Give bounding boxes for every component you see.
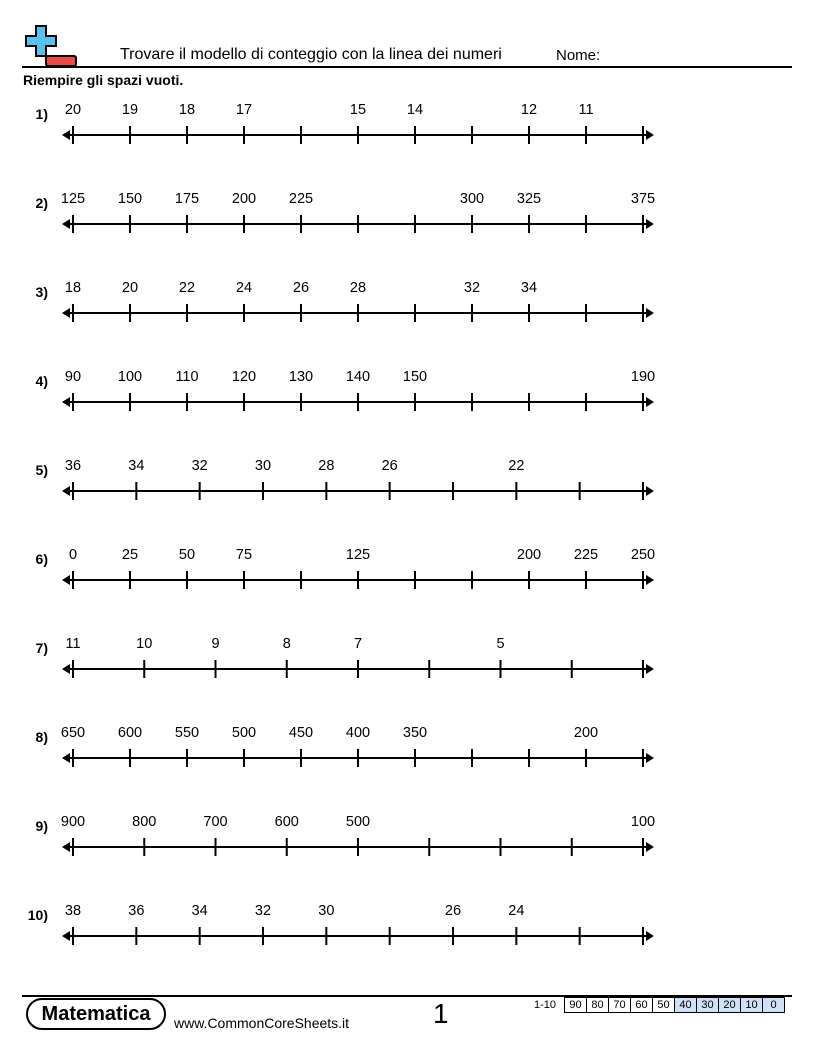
tick-label: 125 — [60, 191, 86, 207]
left-arrow-icon — [62, 575, 70, 585]
right-arrow-icon — [646, 575, 654, 585]
answer-key-cell: 30 — [697, 998, 719, 1013]
tick-label: 14 — [406, 102, 424, 118]
number-line — [0, 903, 816, 963]
problem-3 — [0, 280, 816, 340]
name-label: Nome: — [556, 47, 601, 64]
tick-label: 130 — [288, 369, 314, 385]
right-arrow-icon — [646, 664, 654, 674]
tick-label: 7 — [353, 636, 363, 652]
tick-label: 500 — [345, 814, 371, 830]
left-arrow-icon — [62, 931, 70, 941]
answer-key-cell: 0 — [763, 998, 785, 1013]
tick-label: 50 — [178, 547, 196, 563]
tick-label: 25 — [121, 547, 139, 563]
tick-label: 140 — [345, 369, 371, 385]
problem-2 — [0, 191, 816, 251]
tick-label: 24 — [508, 903, 525, 919]
instructions: Riempire gli spazi vuoti. — [23, 72, 184, 88]
number-line — [0, 547, 816, 607]
tick-label: 350 — [402, 725, 428, 741]
problem-5 — [0, 458, 816, 518]
problem-number: 1) — [35, 106, 48, 122]
tick-label: 175 — [174, 191, 200, 207]
answer-key-cell: 60 — [631, 998, 653, 1013]
tick-label: 26 — [292, 280, 310, 296]
page-number: 1 — [433, 998, 449, 1029]
tick-label: 32 — [254, 903, 272, 919]
problem-7 — [0, 636, 816, 696]
answer-key-cell: 40 — [675, 998, 697, 1013]
number-line — [0, 369, 816, 429]
tick-label: 36 — [128, 903, 145, 919]
problem-4 — [0, 369, 816, 429]
tick-label: 200 — [573, 725, 599, 741]
tick-label: 22 — [178, 280, 196, 296]
problem-number: 9) — [35, 818, 48, 834]
tick-label: 11 — [578, 102, 594, 118]
tick-label: 110 — [175, 369, 199, 385]
problem-9 — [0, 814, 816, 874]
tick-label: 800 — [132, 814, 157, 830]
tick-label: 200 — [516, 547, 542, 563]
right-arrow-icon — [646, 842, 654, 852]
problem-number: 6) — [35, 551, 48, 567]
tick-label: 20 — [64, 102, 82, 118]
tick-label: 325 — [516, 191, 542, 207]
right-arrow-icon — [646, 486, 654, 496]
tick-label: 500 — [231, 725, 257, 741]
tick-label: 250 — [630, 547, 656, 563]
tick-label: 22 — [508, 458, 525, 474]
tick-label: 700 — [203, 814, 228, 830]
number-line — [0, 191, 816, 251]
number-line — [0, 814, 816, 874]
left-arrow-icon — [62, 130, 70, 140]
left-arrow-icon — [62, 664, 70, 674]
problem-10 — [0, 903, 816, 963]
left-arrow-icon — [62, 486, 70, 496]
tick-label: 650 — [60, 725, 86, 741]
problem-number: 7) — [35, 640, 48, 656]
tick-label: 120 — [231, 369, 257, 385]
header-divider — [22, 66, 792, 68]
tick-label: 190 — [630, 369, 656, 385]
brand-badge: Matematica — [26, 998, 166, 1030]
tick-label: 450 — [288, 725, 314, 741]
tick-label: 26 — [381, 458, 398, 474]
left-arrow-icon — [62, 219, 70, 229]
problem-6 — [0, 547, 816, 607]
tick-label: 32 — [463, 280, 481, 296]
answer-key-cell: 10 — [741, 998, 763, 1013]
tick-label: 600 — [274, 814, 299, 830]
tick-label: 550 — [174, 725, 200, 741]
site-url: www.CommonCoreSheets.it — [174, 1015, 350, 1031]
tick-label: 11 — [65, 636, 81, 652]
tick-label: 300 — [459, 191, 485, 207]
worksheet-title: Trovare il modello di conteggio con la linea dei numeri — [120, 46, 502, 63]
right-arrow-icon — [646, 219, 654, 229]
tick-label: 600 — [117, 725, 143, 741]
tick-label: 36 — [64, 458, 82, 474]
tick-label: 17 — [235, 102, 253, 118]
tick-label: 24 — [235, 280, 253, 296]
tick-label: 28 — [318, 458, 335, 474]
answer-key-cell: 90 — [565, 998, 587, 1013]
number-line — [0, 458, 816, 518]
tick-label: 30 — [254, 458, 272, 474]
tick-label: 9 — [211, 636, 220, 652]
tick-label: 150 — [117, 191, 143, 207]
tick-label: 38 — [64, 903, 82, 919]
tick-label: 375 — [630, 191, 656, 207]
tick-label: 26 — [444, 903, 462, 919]
answer-key-label: 1-10 — [534, 999, 557, 1011]
tick-label: 34 — [128, 458, 145, 474]
number-line — [0, 636, 816, 696]
problem-number: 4) — [35, 373, 48, 389]
right-arrow-icon — [646, 931, 654, 941]
answer-key-table — [564, 997, 785, 1013]
tick-label: 10 — [136, 636, 153, 652]
tick-label: 125 — [345, 547, 371, 563]
problem-8 — [0, 725, 816, 785]
tick-label: 34 — [191, 903, 208, 919]
answer-key-cell: 20 — [719, 998, 741, 1013]
tick-label: 0 — [68, 547, 78, 563]
tick-label: 18 — [178, 102, 196, 118]
left-arrow-icon — [62, 753, 70, 763]
number-line — [0, 102, 816, 162]
tick-label: 12 — [520, 102, 538, 118]
right-arrow-icon — [646, 397, 654, 407]
tick-label: 30 — [318, 903, 335, 919]
tick-label: 100 — [630, 814, 656, 830]
tick-label: 400 — [345, 725, 371, 741]
number-line — [0, 725, 816, 785]
tick-label: 20 — [121, 280, 139, 296]
tick-label: 100 — [117, 369, 143, 385]
tick-label: 200 — [231, 191, 257, 207]
answer-key-cell: 70 — [609, 998, 631, 1013]
left-arrow-icon — [62, 397, 70, 407]
tick-label: 5 — [496, 636, 505, 652]
problem-number: 10) — [27, 907, 48, 923]
left-arrow-icon — [62, 308, 70, 318]
tick-label: 34 — [520, 280, 538, 296]
problem-number: 3) — [35, 284, 48, 300]
tick-label: 225 — [573, 547, 599, 563]
tick-label: 900 — [60, 814, 86, 830]
problem-number: 8) — [35, 729, 48, 745]
left-arrow-icon — [62, 842, 70, 852]
tick-label: 225 — [288, 191, 314, 207]
math-logo-icon — [22, 22, 82, 68]
tick-label: 19 — [121, 102, 139, 118]
tick-label: 75 — [235, 547, 253, 563]
tick-label: 15 — [349, 102, 367, 118]
answer-key-cell: 80 — [587, 998, 609, 1013]
right-arrow-icon — [646, 308, 654, 318]
problem-number: 5) — [35, 462, 48, 478]
answer-key-cell: 50 — [653, 998, 675, 1013]
problem-number: 2) — [35, 195, 48, 211]
tick-label: 150 — [402, 369, 428, 385]
tick-label: 18 — [64, 280, 82, 296]
problem-1 — [0, 102, 816, 162]
tick-label: 8 — [282, 636, 291, 652]
right-arrow-icon — [646, 130, 654, 140]
tick-label: 28 — [349, 280, 367, 296]
tick-label: 32 — [191, 458, 208, 474]
number-line — [0, 280, 816, 340]
tick-label: 90 — [64, 369, 82, 385]
right-arrow-icon — [646, 753, 654, 763]
